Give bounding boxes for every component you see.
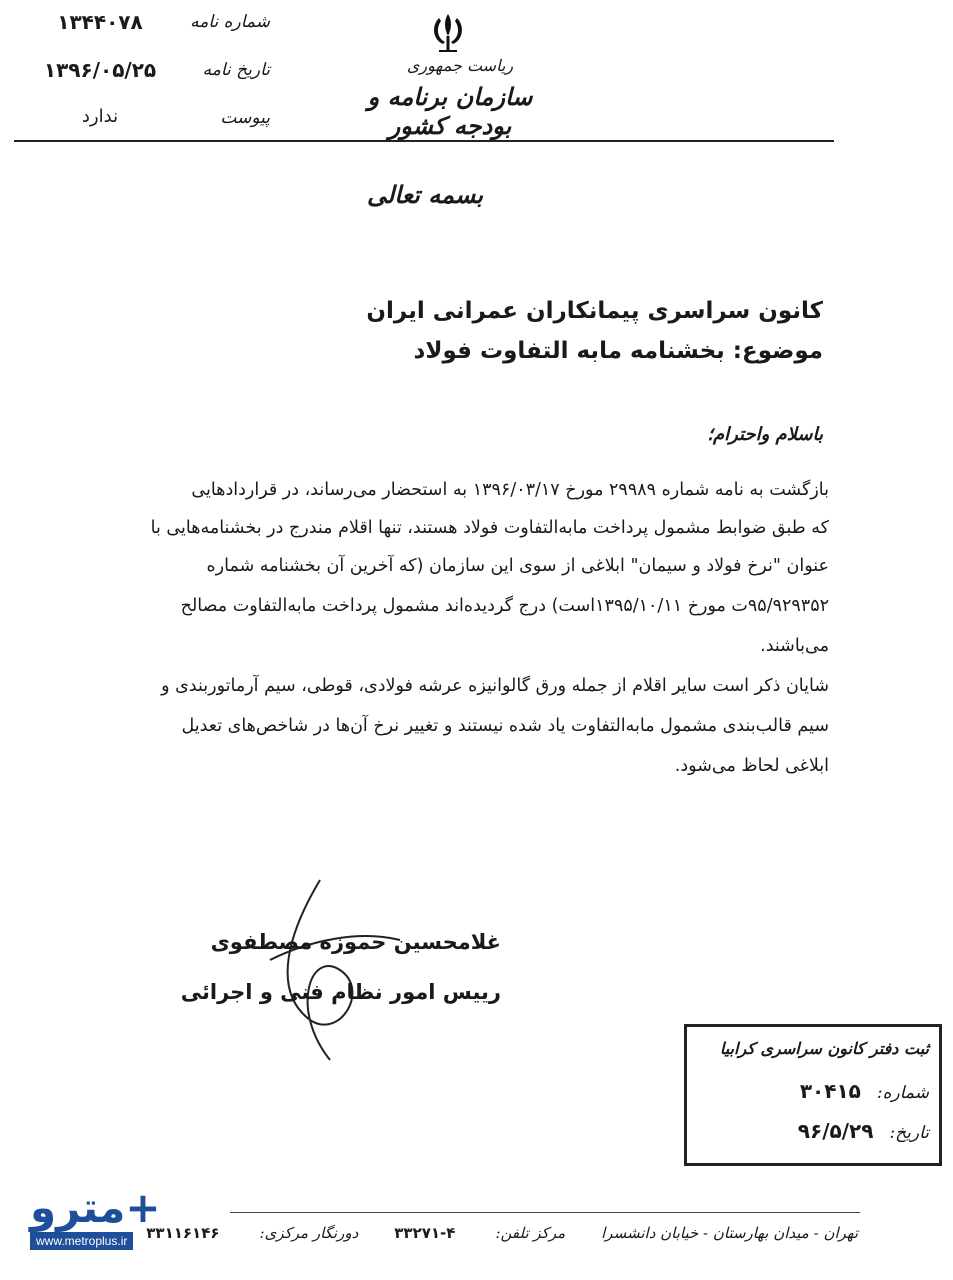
- letter-number-label: شماره نامه: [190, 12, 270, 32]
- stamp-number-value: ۳۰۴۱۵: [799, 1079, 861, 1103]
- attachment-value: ندارد: [81, 106, 119, 127]
- footer-address: تهران - میدان بهارستان - خیابان دانشسرا: [601, 1224, 858, 1242]
- greeting: باسلام واحترام؛: [707, 424, 823, 445]
- footer-fax-value: ۳۳۱۱۶۱۴۶: [146, 1224, 220, 1242]
- subject: موضوع: بخشنامه مابه التفاوت فولاد: [413, 338, 823, 364]
- body-line: شایان ذکر است سایر اقلام از جمله ورق گالوانیزه عرشه فولادی، قوطی، سیم آرماتوربندی و: [161, 676, 829, 696]
- registration-stamp: [684, 1024, 942, 1166]
- stamp-date-label: تاریخ:: [889, 1123, 929, 1143]
- stamp-date-value: ۹۶/۵/۲۹: [797, 1119, 874, 1143]
- body-line: ۹۵/۹۲۹۳۵۲ت مورخ ۱۳۹۵/۱۰/۱۱است) درج گردیده‌اند مشمول پرداخت مابه‌التفاوت مصالح: [180, 596, 829, 616]
- letter-date-label: تاریخ نامه: [202, 60, 270, 80]
- signatory-name: غلامحسین حموزه مصطفوی: [210, 930, 501, 954]
- letter-number-row: [40, 8, 270, 42]
- body-line: می‌باشند.: [760, 636, 829, 656]
- body-line: که طبق ضوابط مشمول پرداخت مابه‌التفاوت فولاد هستند، تنها اقلام مندرج در بخشنامه‌هایی با: [150, 518, 829, 538]
- footer-phone-value: ۴-۳۳۲۷۱: [394, 1224, 456, 1242]
- footer: [110, 1224, 858, 1242]
- stamp-title: ثبت دفتر کانون سراسری کرابیا: [719, 1039, 929, 1058]
- header-divider: [14, 140, 834, 142]
- body-line: بازگشت به نامه شماره ۲۹۹۸۹ مورخ ۱۳۹۶/۰۳/۱۷ به استحضار می‌رساند، در قراردادهایی: [191, 480, 829, 500]
- logo-mark: مترو+: [30, 1183, 161, 1232]
- body-line: ابلاغی لحاظ می‌شود.: [674, 756, 829, 776]
- stamp-number-row: [699, 1079, 929, 1103]
- signatory-title: رییس امور نظام فنی و اجرائی: [180, 980, 501, 1004]
- org-name: سازمان برنامه و بودجه کشور: [367, 82, 533, 140]
- letter-date-value: ۱۳۹۶/۰۵/۲۵: [43, 58, 157, 82]
- iran-emblem-icon: [425, 10, 471, 56]
- org-presidency: ریاست جمهوری: [406, 56, 514, 75]
- stamp-date-row: [699, 1119, 929, 1143]
- stamp-number-label: شماره:: [876, 1083, 929, 1103]
- footer-fax-label: دورنگار مرکزی:: [259, 1224, 359, 1242]
- recipient: کانون سراسری پیمانکاران عمرانی ایران: [366, 298, 823, 324]
- letter-date-row: [40, 56, 270, 90]
- footer-divider: [230, 1212, 860, 1213]
- logo-url: www.metroplus.ir: [30, 1232, 133, 1250]
- letter-number-value: ۱۳۴۴۰۷۸: [57, 10, 143, 34]
- body-line: عنوان "نرخ فولاد و سیمان" ابلاغی از سوی این سازمان (که آخرین آن بخشنامه شماره: [206, 556, 829, 576]
- footer-phone-label: مرکز تلفن:: [495, 1224, 566, 1242]
- attachment-label: پیوست: [220, 108, 270, 128]
- metroplus-logo: [30, 1183, 200, 1250]
- attachment-row: [40, 104, 270, 138]
- handwritten-signature-icon: [250, 870, 410, 1070]
- bismillah: بسمه تعالی: [366, 180, 484, 209]
- body-line: سیم قالب‌بندی مشمول مابه‌التفاوت یاد شده نیستند و تغییر نرخ آن‌ها در شاخص‌های تعدیل: [181, 716, 829, 736]
